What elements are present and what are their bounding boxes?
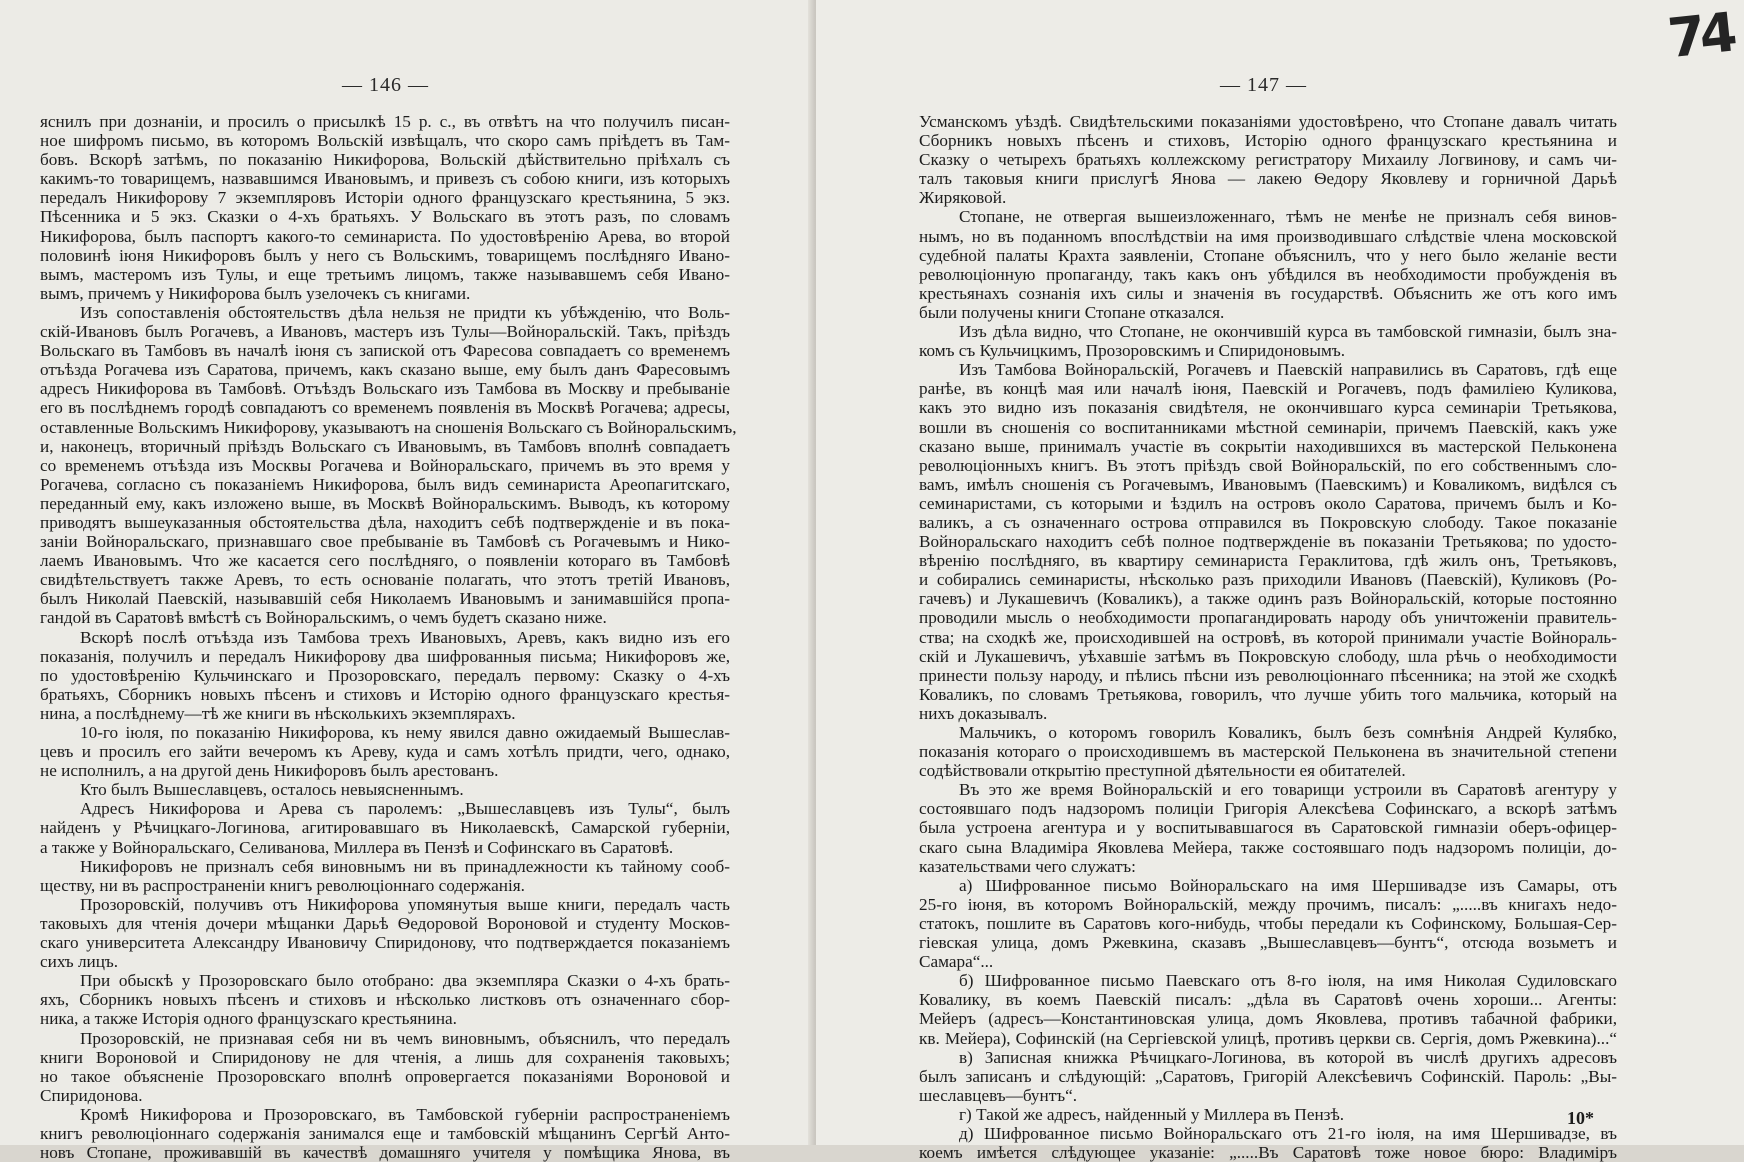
text-line: состоявшаго подъ надзоромъ полиціи Григорія Алексѣева Софинскаго, а вскорѣ затѣмъ — [919, 799, 1617, 819]
text-line: нымъ, но въ поданномъ впослѣдствіи на имя производившаго слѣдствіе члена московской — [919, 226, 1617, 246]
text-line: Войноральскаго находитъ себѣ полное подтвержденіе въ показаніи Третьякова; по удосто- — [919, 532, 1617, 552]
text-line: со временемъ отъѣзда изъ Москвы Рогачева и Войноральскаго, причемъ въ это время у — [40, 455, 730, 475]
text-line: вамъ, имѣлъ сношенія съ Рогачевымъ, Ивановымъ (Паевскимъ) и Коваликомъ, видѣлся съ — [919, 474, 1617, 494]
text-line: адресъ Никифорова въ Тамбовѣ. Отъѣздъ Вольскаго изъ Тамбова въ Москву и пребываніе — [40, 379, 730, 399]
text-line: цевъ и просилъ его зайти вечеромъ къ Ареву, куда и самъ хотѣлъ придти, чего, однако, — [40, 742, 730, 762]
text-line: была устроена агентура и у воспитывавшагося въ Саратовской гимназіи оберъ-офицер- — [919, 818, 1617, 838]
text-line: оставленные Вольскимъ Никифорову, указываютъ на сношенія Вольскаго съ Войноральскимъ, — [40, 417, 737, 437]
text-line: заніи Войноральскаго, признавшаго свое пребываніе въ Тамбовѣ съ Рогачевымъ и Нико- — [40, 532, 730, 552]
text-line: Адресъ Никифорова и Арева съ паролемъ: „Вышеславцевъ изъ Тулы“, былъ — [80, 799, 730, 819]
text-line: и, наконецъ, вторичный пріѣздъ Вольскаго съ Ивановымъ, въ Тамбовъ вполнѣ совпадаетъ — [40, 436, 730, 456]
text-line: революціонныхъ книгъ. Въ этотъ пріѣздъ свой Войноральскій, по его собственнымъ сло- — [919, 455, 1617, 475]
text-line: революціонную пропаганду, такъ какъ онъ убѣдился въ необходимости пробужденія въ — [919, 264, 1617, 284]
text-line: Изъ дѣла видно, что Стопане, не окончившій курса въ тамбовской гимназіи, былъ зна- — [959, 322, 1617, 342]
text-line: Коваликъ, по словамъ Третьякова, говорилъ, что лучше убить того мальчика, который на — [919, 684, 1617, 704]
text-line: При обыскѣ у Прозоровскаго было отобрано: два экземпляра Сказки о 4-хъ брать- — [80, 971, 730, 991]
text-line: вымъ, мастеромъ изъ Тулы, и еще третьимъ лицомъ, также называвшемъ себя Ивано- — [40, 264, 730, 284]
text-line: Сказку о четырехъ братьяхъ коллежскому регистратору Михаилу Логвинову, и самъ чи- — [919, 150, 1617, 170]
text-line: Самара“... — [919, 952, 994, 972]
text-line: Изъ сопоставленія обстоятельствъ дѣла нельзя не придти къ убѣжденію, что Воль- — [80, 302, 730, 322]
text-line: 25-го іюня, въ которомъ Войноральскій, между прочимъ, писалъ: „.....въ книгахъ недо- — [919, 894, 1617, 914]
text-line: Никифорова, былъ паспортъ какого-то семинариста. По удостовѣренію Арева, во второй — [40, 226, 730, 246]
text-line: ства; на сходкѣ же, происходившей на островѣ, въ которой принимали участіе Войнораль- — [919, 627, 1617, 647]
text-line: Сборникъ новыхъ пѣсенъ и стиховъ, Исторію одного французскаго крестьянина и — [919, 131, 1617, 151]
text-line: Усманскомъ уѣздѣ. Свидѣтельскими показаніями удостовѣрено, что Стопане давалъ читать — [919, 112, 1617, 131]
text-line: комъ съ Кульчицкимъ, Прозоровскимъ и Спиридоновымъ. — [919, 341, 1345, 361]
text-line: нина, а послѣднему—тѣ же книги въ нѣсколькихъ экземплярахъ. — [40, 703, 516, 723]
text-line: яснилъ при дознаніи, и просилъ о присылкѣ 15 р. с., въ отвѣтъ на что получилъ писан- — [40, 112, 730, 131]
text-line: отъѣзда Рогачева изъ Саратова, причемъ, какъ сказано выше, ему былъ данъ Фаресовымъ — [40, 360, 730, 380]
text-line: вѣренію послѣдняго, въ квартиру семинариста Гераклитова, гдѣ жилъ онъ, Третьяковъ, — [919, 551, 1617, 571]
left-page — [0, 0, 816, 1162]
text-line: и собирались семинаристы, нѣсколько разъ приходили Ивановъ (Паевскій), Куликовъ (Ро- — [919, 570, 1617, 590]
text-line: но такое объясненіе Прозоровскаго вполнѣ опровергается показаніями Вороновой и — [40, 1066, 730, 1086]
text-line: ранѣе, въ концѣ мая или началѣ іюня, Паевскій и Рогачевъ, подъ фамиліею Куликова, — [919, 379, 1617, 399]
text-line: какъ это видно изъ показанія свидѣтеля, не окончившаго курса семинаріи Третьякова, — [919, 398, 1617, 418]
printer-signature-mark: 10* — [1567, 1108, 1594, 1128]
text-line: ное шифромъ письмо, въ которомъ Вольскій извѣщалъ, что скоро самъ пріѣдетъ въ Там- — [40, 131, 730, 151]
text-line: Вскорѣ послѣ отъѣзда изъ Тамбова трехъ Ивановыхъ, Аревъ, какъ видно изъ его — [80, 627, 730, 647]
text-line: какимъ-то товарищемъ, назвавшимся Ивановымъ, и привезъ съ собою книги, изъ которыхъ — [40, 169, 730, 189]
text-line: гачевъ) и Лукашевичъ (Коваликъ), а также одинъ разъ Войноральскій, которые постоянно — [919, 589, 1617, 609]
text-line: Кто былъ Вышеславцевъ, осталось невыясненнымъ. — [80, 780, 464, 800]
text-line: д) Шифрованное письмо Войноральскаго отъ 21-го іюля, на имя Шершивадзе, въ — [959, 1123, 1617, 1143]
text-line: Жиряковой. — [919, 188, 1007, 208]
text-line: передалъ Никифорову 7 экземпляровъ Исторіи одного французскаго крестьянина, 5 экз. — [40, 188, 730, 208]
text-line: найденъ у Рѣчицкаго-Логинова, агитировавшаго въ Николаевскѣ, Самарской губерніи, — [40, 818, 730, 838]
text-line: скій-Ивановъ былъ Рогачевъ, а Ивановъ, мастеръ изъ Тулы—Войноральскій. Такъ, пріѣздъ — [40, 322, 730, 342]
text-line: не исполнилъ, а на другой день Никифоровъ былъ арестованъ. — [40, 761, 499, 781]
text-line: вошли въ сношенія со воспитанниками мѣстной семинаріи, причемъ Паевскій, какъ уже — [919, 417, 1617, 437]
text-line: семинаристами, съ которыми и ѣздилъ на островъ около Саратова, причемъ былъ и Ко- — [919, 493, 1617, 513]
text-line: ществу, ни въ распространеніи книгъ революціоннаго содержанія. — [40, 875, 525, 895]
text-line: Вольскаго въ Тамбовъ въ началѣ іюня съ запиской отъ Фаресова совпадаетъ со временемъ — [40, 341, 730, 361]
text-line: казательствами чего служатъ: — [919, 856, 1136, 876]
text-line: содѣйствовали открытію преступной дѣятельности ея обитателей. — [919, 761, 1406, 781]
text-line: в) Записная книжка Рѣчицкаго-Логинова, въ которой въ числѣ другихъ адресовъ — [959, 1047, 1617, 1067]
text-line: гіевская улица, домъ Ржевкина, сказавъ „Вышеславцевъ—бунтъ“, отсюда возьметъ и — [919, 933, 1617, 953]
text-line: г) Такой же адресъ, найденный у Миллера въ Пензѣ. — [959, 1104, 1345, 1124]
text-line: скаго сына Владиміра Яковлева Мейера, также состоявшаго подъ надзоромъ полиціи, до- — [919, 837, 1617, 857]
text-line: принести пользу народу, и пѣлись пѣсни изъ революціоннаго пѣсенника; на этой же сходкѣ — [919, 665, 1617, 685]
handwritten-folio-number: 74 — [1664, 0, 1735, 71]
text-line: ника, а также Исторія одного французскаго крестьянина. — [40, 1009, 457, 1029]
text-line: талъ таковыя книги прислугѣ Янова — лакею Ѳедору Яковлеву и горничной Дарьѣ — [919, 169, 1617, 189]
text-line: Мейеръ (адресъ—Константиновская улица, домъ Яковлева, противъ табачной фабрики, — [919, 1009, 1617, 1029]
text-line: а также у Войноральскаго, Селиванова, Миллера въ Пензѣ и Софинскаго въ Саратовѣ. — [40, 837, 674, 857]
text-line: вымъ, причемъ у Никифорова былъ узелочекъ съ книгами. — [40, 283, 471, 303]
text-line: книгъ революціоннаго содержанія занимался еще и тамбовскій мѣщанинъ Сергѣй Анто- — [40, 1123, 730, 1143]
text-line: Прозоровскій, не признавая себя ни въ чемъ виновнымъ, объяснилъ, что передалъ — [80, 1028, 730, 1048]
text-line: крестьянахъ сознанія ихъ силы и значенія въ государствѣ. Объяснить же отъ кого имъ — [919, 283, 1617, 303]
text-line: половинѣ іюня Никифоровъ былъ у него съ Вольскимъ, товарищемъ послѣдняго Ивано- — [40, 245, 730, 265]
text-line: сказано выше, принималъ участіе въ сокрытіи находившихся въ мастерской Пельконена — [919, 436, 1617, 456]
text-line: Пѣсенника и 5 экз. Сказки о 4-хъ братьяхъ. У Вольскаго въ этотъ разъ, по словамъ — [40, 207, 730, 227]
text-line: судебной палаты Крахта заявленіи, Стопане объяснилъ, что у него было желаніе вести — [919, 245, 1617, 265]
text-line: 10-го іюля, по показанію Никифорова, къ нему явился давно ожидаемый Вышеслав- — [80, 723, 730, 742]
text-line: статокъ, пошлите въ Саратовъ кого-нибудь, чтобы передали къ Софинскому, Большая-Сер- — [919, 913, 1617, 933]
text-line: лаемъ Ивановымъ. Что же касается сего послѣдняго, о появленіи котораго въ Тамбовѣ — [40, 551, 730, 571]
right-page — [816, 0, 1744, 1162]
page-number-right: — 147 — — [1220, 74, 1307, 96]
text-line: коемъ имѣется слѣдующее указаніе: „.....Въ Саратовѣ тоже новое бюро: Владиміръ — [919, 1143, 1617, 1162]
text-line: братьяхъ, Сборникъ новыхъ пѣсенъ и стиховъ и Исторію одного французскаго крестья- — [40, 684, 730, 704]
text-line: былъ записанъ и слѣдующій: „Саратовъ, Григорій Алексѣевичъ Софинскій. Пароль: „Вы- — [919, 1066, 1617, 1086]
text-line: Рогачева, согласно съ показаніемъ Никифорова, былъ видъ семинариста Ареопагитскаго, — [40, 474, 730, 494]
text-line: Ковалику, въ коемъ Паевскій писалъ: „дѣла въ Саратовѣ очень хороши... Агенты: — [919, 990, 1617, 1010]
text-line: кв. Мейера), Софинскій (на Сергіевской улицѣ, противъ церкви св. Сергія, домъ Ржевкина)...“ — [919, 1028, 1617, 1048]
text-line: валикъ, а съ означеннаго острова отправился въ Покровскую слободу. Такое показаніе — [919, 512, 1617, 532]
text-line: скаго университета Александру Ивановичу Спиридонову, что подтверждается показаніемъ — [40, 933, 730, 953]
text-line: бовъ. Вскорѣ затѣмъ, по показанію Никифорова, Вольскій дѣйствительно пріѣхалъ съ — [40, 150, 730, 170]
text-line: шеславцевъ—бунтъ“. — [919, 1085, 1078, 1105]
text-line: новъ Стопане, проживавшій въ качествѣ домашняго учителя у помѣщика Янова, въ — [40, 1143, 730, 1162]
text-line: проводили мысль о необходимости пропагандировать народу объ уничтоженіи правитель- — [919, 608, 1617, 628]
text-line: Мальчикъ, о которомъ говорилъ Коваликъ, былъ безъ сомнѣнія Андрей Кулябко, — [959, 723, 1617, 742]
text-line: свидѣтельствуетъ также Аревъ, то есть основаніе полагать, что этотъ третій Ивановъ, — [40, 570, 730, 590]
text-line: Спиридонова. — [40, 1085, 143, 1105]
left-page-body — [40, 112, 737, 1162]
text-line: его въ послѣднемъ городѣ совпадаютъ со временемъ появленія въ Москвѣ Рогачева; адресы, — [40, 398, 730, 418]
page-number-left: — 146 — — [342, 74, 429, 96]
text-line: были получены книги Стопане отказался. — [919, 302, 1225, 322]
text-line: показанія котораго о происходившемъ въ мастерской Пельконена въ значительной степени — [919, 742, 1617, 762]
text-line: Въ это же время Войноральскій и его товарищи устроили въ Саратовѣ агентуру у — [959, 780, 1617, 800]
text-line: былъ Николай Паевскій, называвшій себя Николаемъ Ивановымъ и занимавшійся пропа- — [40, 589, 730, 609]
text-line: Прозоровскій, получивъ отъ Никифорова упомянутыя выше книги, передалъ часть — [80, 894, 730, 914]
text-line: б) Шифрованное письмо Паевскаго отъ 8-го іюля, на имя Николая Судиловскаго — [959, 971, 1617, 991]
text-line: показанія, получилъ и передалъ Никифорову два шифрованныя письма; Никифоровъ же, — [40, 646, 730, 666]
text-line: нихъ доказывалъ. — [919, 703, 1048, 723]
text-line: приводятъ вышеуказанныя обстоятельства дѣла, находитъ себѣ подтвержденіе и въ пока- — [40, 512, 730, 532]
text-line: яхъ, Сборникъ новыхъ пѣсенъ и стиховъ и нѣсколько листковъ отъ означеннаго сбор- — [40, 990, 730, 1010]
text-line: сихъ лицъ. — [40, 952, 119, 972]
text-line: по удостовѣренію Кульчинскаго и Прозоровскаго, передалъ первому: Сказку о 4-хъ — [40, 665, 730, 685]
text-line: а) Шифрованное письмо Войноральскаго на имя Шершивадзе изъ Самары, отъ — [959, 875, 1617, 895]
text-line: Стопане, не отвергая вышеизложеннаго, тѣмъ не менѣе не призналъ себя винов- — [959, 207, 1617, 227]
text-line: Никифоровъ не призналъ себя виновнымъ ни въ принадлежности къ тайному сооб- — [80, 856, 730, 876]
text-line: переданный ему, какъ изложено выше, въ Москвѣ Войноральскимъ. Выводъ, къ которому — [40, 493, 730, 513]
text-line: книги Вороновой и Спиридонову не для чтенія, а лишь для сохраненія таковыхъ; — [40, 1047, 730, 1067]
text-line: Кромѣ Никифорова и Прозоровскаго, въ Тамбовской губерніи распространеніемъ — [80, 1104, 730, 1124]
text-line: гандой въ Саратовѣ вмѣстѣ съ Войноральскимъ, о чемъ будетъ сказано ниже. — [40, 608, 607, 628]
text-line: Изъ Тамбова Войноральскій, Рогачевъ и Паевскій направились въ Саратовъ, гдѣ еще — [959, 360, 1617, 380]
text-line: таковыхъ для чтенія дочери мѣщанки Дарьѣ Ѳедоровой Вороновой и студенту Москов- — [40, 913, 730, 933]
text-line: скій и Лукашевичъ, уѣхавшіе затѣмъ въ Покровскую слободу, шла рѣчь о необходимости — [919, 646, 1617, 666]
right-page-body — [919, 112, 1617, 1162]
